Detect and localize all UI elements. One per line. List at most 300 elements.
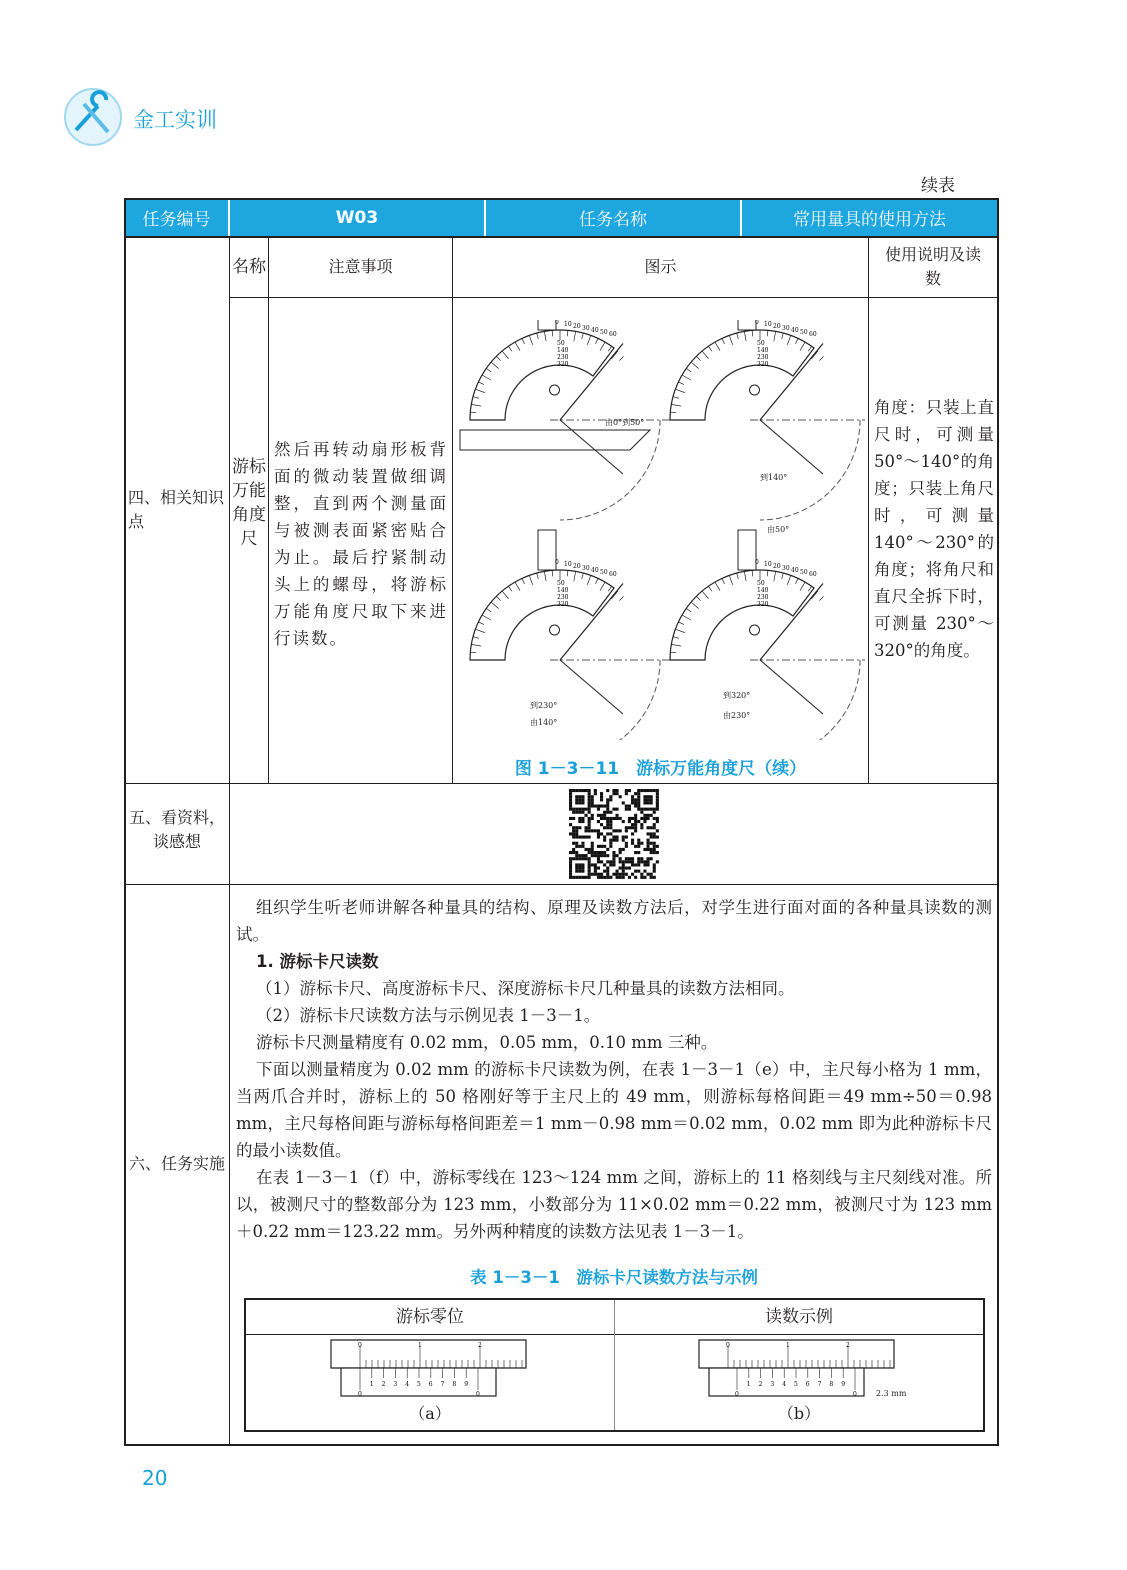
vernier-label: 60 (809, 571, 817, 578)
qr-module (591, 801, 594, 804)
vernier-mark: 1 (746, 1381, 751, 1388)
qr-module (647, 808, 650, 811)
qr-module (653, 870, 656, 873)
qr-module (631, 860, 634, 863)
scale-tick (708, 586, 711, 591)
qr-module (647, 832, 650, 835)
qr-module (612, 851, 615, 854)
qr-module (597, 857, 600, 860)
qr-module (656, 798, 659, 801)
qr-module (625, 805, 628, 808)
qr-module (619, 860, 622, 863)
scale-tick (715, 582, 720, 591)
vernier-mark: 1 (369, 1381, 374, 1388)
scale-label: 50 (757, 340, 765, 347)
qr-module (572, 826, 575, 829)
qr-module (609, 842, 612, 845)
qr-module (656, 805, 659, 808)
scale-tick (611, 591, 617, 599)
scale-tick (496, 356, 500, 360)
vernier-label: 10 (764, 561, 772, 568)
qr-module (619, 817, 622, 820)
vernier-mark: 7 (817, 1381, 822, 1388)
angle-label: 到230° (530, 701, 558, 710)
qr-module (591, 805, 594, 808)
qr-module (612, 839, 615, 842)
qr-module (572, 829, 575, 832)
qr-module (569, 792, 572, 795)
scale-tick (795, 578, 798, 583)
qr-module (650, 848, 653, 851)
scale-label: 320 (557, 361, 569, 368)
paragraph: （2）游标卡尺读数方法与示例见表 1－3－1。 (256, 1006, 601, 1025)
qr-module (656, 789, 659, 792)
qr-module (578, 808, 581, 811)
angle-arc (760, 660, 860, 740)
qr-module (634, 876, 637, 879)
qr-module (603, 817, 606, 820)
scale-label: 230 (557, 594, 569, 601)
qr-module (581, 867, 584, 870)
vernier-mark: 9 (464, 1381, 469, 1388)
qr-module (581, 811, 584, 814)
qr-module (600, 876, 603, 879)
qr-module (588, 867, 591, 870)
qr-module (634, 820, 637, 823)
qr-module (575, 857, 578, 860)
scale-tick (787, 335, 790, 344)
scale-tick (595, 338, 598, 343)
qr-module (656, 808, 659, 811)
vernier-label: 40 (591, 567, 599, 574)
qr-module (581, 817, 584, 820)
blade (760, 420, 823, 474)
qr-module (594, 867, 597, 870)
scale-tick (471, 644, 481, 646)
qr-module (575, 863, 578, 866)
qr-module (588, 789, 591, 792)
qr-module (640, 817, 643, 820)
vernier-mark: 3 (393, 1381, 398, 1388)
qr-module (612, 817, 615, 820)
qr-module (637, 795, 640, 798)
qr-module (616, 836, 619, 839)
inner-table-caption: 表 1－3－1 游标卡尺读数方法与示例 (470, 1268, 758, 1287)
section5-label: 五、看资料，谈感想 (128, 808, 225, 851)
angle-label: 由140° (530, 718, 558, 727)
qr-module (581, 801, 584, 804)
qr-module (600, 798, 603, 801)
qr-module (600, 832, 603, 835)
scale-tick (787, 575, 790, 584)
sector-edge (560, 584, 623, 661)
vernier-mark: 0 (735, 1391, 739, 1398)
qr-module (643, 801, 646, 804)
scale-tick (696, 596, 700, 600)
qr-module (569, 863, 572, 866)
qr-module (603, 863, 606, 866)
section6-label: 六、任务实施 (128, 1154, 225, 1173)
qr-module (588, 798, 591, 801)
qr-module (578, 876, 581, 879)
scale-label: 320 (757, 601, 769, 608)
qr-module (656, 836, 659, 839)
qr-module (603, 836, 606, 839)
qr-module (581, 854, 584, 857)
qr-module (575, 826, 578, 829)
qr-module (634, 863, 637, 866)
qr-module (569, 876, 572, 879)
qr-module (653, 823, 656, 826)
qr-module (612, 857, 615, 860)
qr-module (594, 805, 597, 808)
qr-module (585, 857, 588, 860)
qr-module (578, 836, 581, 839)
scale-tick (582, 573, 584, 579)
qr-module (569, 789, 572, 792)
qr-module (597, 845, 600, 848)
qr-module (634, 817, 637, 820)
scale-tick (670, 412, 676, 413)
qr-module (628, 826, 631, 829)
qr-module (588, 820, 591, 823)
protractor-arc (470, 570, 614, 660)
qr-module (647, 857, 650, 860)
qr-module (606, 870, 609, 873)
qr-module (572, 842, 575, 845)
sector-edge (760, 344, 823, 421)
angle-label: 由0°到50° (605, 418, 645, 427)
qr-module (597, 854, 600, 857)
qr-module (647, 801, 650, 804)
qr-module (585, 836, 588, 839)
qr-module (622, 870, 625, 873)
scale-tick (537, 573, 539, 579)
scale-tick (537, 333, 539, 339)
qr-module (606, 820, 609, 823)
qr-module (631, 842, 634, 845)
qr-module (597, 805, 600, 808)
scale-tick (552, 330, 553, 336)
qr-module (578, 845, 581, 848)
qr-module (637, 845, 640, 848)
qr-code-icon[interactable] (569, 789, 659, 879)
vernier-label: 30 (782, 325, 790, 332)
qr-module (609, 823, 612, 826)
qr-module (656, 860, 659, 863)
subheading: 1. 游标卡尺读数 (256, 952, 379, 971)
qr-module (597, 820, 600, 823)
qr-module (588, 876, 591, 879)
qr-module (628, 820, 631, 823)
vernier-label: 60 (809, 331, 817, 338)
scale-tick (671, 644, 681, 646)
qr-module (637, 798, 640, 801)
vernier-mark: 5 (794, 1381, 798, 1388)
qr-module (637, 820, 640, 823)
qr-module (597, 876, 600, 879)
qr-module (653, 845, 656, 848)
qr-module (609, 826, 612, 829)
scale-tick (675, 629, 684, 632)
qr-module (575, 808, 578, 811)
qr-module (588, 829, 591, 832)
qr-module (606, 826, 609, 829)
qr-module (585, 829, 588, 832)
qr-module (612, 863, 615, 866)
qr-module (622, 860, 625, 863)
vernier-label: 0 (755, 559, 759, 566)
scale-tick (729, 575, 732, 584)
scale-tick (752, 570, 753, 576)
scale-tick (608, 586, 611, 591)
vernier-mark: 0 (853, 1391, 857, 1398)
qr-module (588, 860, 591, 863)
scale-tick (496, 596, 500, 600)
qr-module (606, 805, 609, 808)
qr-module (578, 826, 581, 829)
scale-tick (774, 571, 776, 581)
qr-module (628, 867, 631, 870)
qr-module (643, 876, 646, 879)
qr-module (622, 873, 625, 876)
qr-module (616, 814, 619, 817)
qr-module (581, 789, 584, 792)
qr-module (572, 836, 575, 839)
scale-tick (600, 342, 605, 351)
main-mark: 1 (786, 1342, 790, 1349)
vernier-label: 20 (773, 323, 781, 330)
qr-module (625, 808, 628, 811)
qr-module (575, 854, 578, 857)
qr-module (616, 839, 619, 842)
scale-tick (544, 571, 546, 581)
scale-tick (529, 335, 532, 344)
qr-module (603, 811, 606, 814)
qr-module (572, 832, 575, 835)
qr-module (622, 876, 625, 879)
scale-label: 140 (557, 587, 569, 594)
vernier-label: 0 (755, 320, 759, 326)
qr-module (609, 820, 612, 823)
section4-label: 四、相关知识点 (128, 488, 225, 531)
scale-tick (737, 333, 739, 339)
qr-module (575, 832, 578, 835)
qr-module (634, 826, 637, 829)
main-mark: 2 (478, 1342, 482, 1349)
qr-module (597, 851, 600, 854)
qr-module (656, 801, 659, 804)
qr-module (572, 789, 575, 792)
qr-module (612, 854, 615, 857)
qr-module (578, 817, 581, 820)
qr-module (572, 876, 575, 879)
qr-module (640, 860, 643, 863)
scale-tick (744, 571, 746, 581)
qr-module (643, 795, 646, 798)
qr-module (634, 823, 637, 826)
qr-module (656, 795, 659, 798)
qr-module (588, 817, 591, 820)
qr-module (581, 845, 584, 848)
qr-module (588, 811, 591, 814)
scale-tick (552, 570, 553, 576)
qr-module (643, 848, 646, 851)
main-mark: 0 (726, 1342, 730, 1349)
scale-tick (544, 331, 546, 341)
vernier-label: 30 (582, 325, 590, 332)
qr-module (609, 817, 612, 820)
qr-module (619, 795, 622, 798)
qr-module (619, 851, 622, 854)
vernier-label: 50 (600, 569, 608, 576)
qr-module (650, 873, 653, 876)
qr-module (656, 845, 659, 848)
qr-module (594, 854, 597, 857)
scale-tick (515, 342, 520, 351)
qr-module (588, 848, 591, 851)
vernier-mark: 9 (841, 1381, 846, 1388)
qr-module (628, 860, 631, 863)
qr-module (622, 836, 625, 839)
qr-module (600, 795, 603, 798)
qr-module (591, 817, 594, 820)
qr-module (603, 854, 606, 857)
qr-module (597, 832, 600, 835)
vernier-label: 50 (800, 569, 808, 576)
scale-tick (708, 346, 711, 351)
sector-edge (760, 584, 823, 661)
qr-module (581, 836, 584, 839)
scale-tick (673, 397, 679, 399)
scale-label: 230 (557, 354, 569, 361)
qr-module (637, 860, 640, 863)
scale-label: 140 (757, 347, 769, 354)
qr-module (612, 789, 615, 792)
qr-module (575, 876, 578, 879)
qr-module (588, 823, 591, 826)
qr-module (628, 808, 631, 811)
qr-module (603, 826, 606, 829)
qr-module (625, 836, 628, 839)
qr-module (600, 792, 603, 795)
qr-module (647, 795, 650, 798)
qr-module (572, 848, 575, 851)
scale-tick (470, 412, 476, 413)
scale-tick (686, 608, 691, 611)
qr-module (656, 792, 659, 795)
qr-module (619, 873, 622, 876)
angle-arc (760, 420, 860, 520)
straight-ruler (460, 430, 650, 450)
qr-module (594, 873, 597, 876)
qr-module (619, 876, 622, 879)
scale-tick (675, 389, 684, 392)
qr-module (650, 836, 653, 839)
ruler-stem (538, 530, 556, 570)
qr-module (585, 808, 588, 811)
qr-module (594, 851, 597, 854)
qr-module (631, 798, 634, 801)
qr-module (600, 814, 603, 817)
scale-label: 50 (557, 340, 565, 347)
qr-module (597, 873, 600, 876)
scale-tick (722, 578, 725, 583)
qr-module (637, 805, 640, 808)
qr-module (650, 789, 653, 792)
vernier-label: 10 (564, 561, 572, 568)
qr-module (581, 798, 584, 801)
qr-module (616, 870, 619, 873)
screw-icon (550, 385, 560, 395)
qr-module (631, 823, 634, 826)
qr-module (575, 842, 578, 845)
qr-module (609, 795, 612, 798)
figure-caption: 图 1－3－11 游标万能角度尺（续） (514, 759, 807, 779)
scale-tick (473, 637, 479, 639)
qr-module (625, 829, 628, 832)
qr-module (653, 826, 656, 829)
col-usage-header: 使用说明及读数 (884, 245, 981, 288)
qr-module (606, 823, 609, 826)
qr-module (631, 832, 634, 835)
qr-module (643, 814, 646, 817)
protractor-arc (670, 330, 814, 420)
qr-module (656, 817, 659, 820)
scale-tick (567, 330, 568, 336)
angle-label: 由50° (767, 525, 790, 534)
qr-module (616, 876, 619, 879)
qr-module (591, 854, 594, 857)
qr-module (650, 808, 653, 811)
vernier-label: 60 (609, 331, 617, 338)
qr-module (600, 851, 603, 854)
qr-module (650, 832, 653, 835)
scale-tick (811, 351, 817, 359)
qr-module (600, 860, 603, 863)
scale-tick (729, 335, 732, 344)
scale-tick (587, 335, 590, 344)
qr-module (606, 867, 609, 870)
qr-module (591, 848, 594, 851)
qr-module (625, 789, 628, 792)
scale-tick (574, 571, 576, 581)
qr-module (594, 829, 597, 832)
qr-module (578, 857, 581, 860)
qr-module (575, 851, 578, 854)
qr-module (597, 867, 600, 870)
scale-tick (767, 570, 768, 576)
qr-module (637, 870, 640, 873)
vernier-label: 20 (573, 563, 581, 570)
vernier-label: 60 (609, 571, 617, 578)
qr-module (650, 801, 653, 804)
qr-module (575, 845, 578, 848)
qr-module (628, 817, 631, 820)
qr-module (612, 873, 615, 876)
scale-tick (800, 582, 805, 591)
scale-tick (595, 578, 598, 583)
qr-module (578, 789, 581, 792)
scale-tick (587, 575, 590, 584)
qr-module (631, 863, 634, 866)
vernier-mark: 6 (805, 1381, 810, 1388)
scale-tick (491, 362, 499, 368)
qr-module (581, 876, 584, 879)
qr-module (569, 832, 572, 835)
task-name: 常用量具的使用方法 (742, 199, 997, 236)
qr-module (588, 808, 591, 811)
